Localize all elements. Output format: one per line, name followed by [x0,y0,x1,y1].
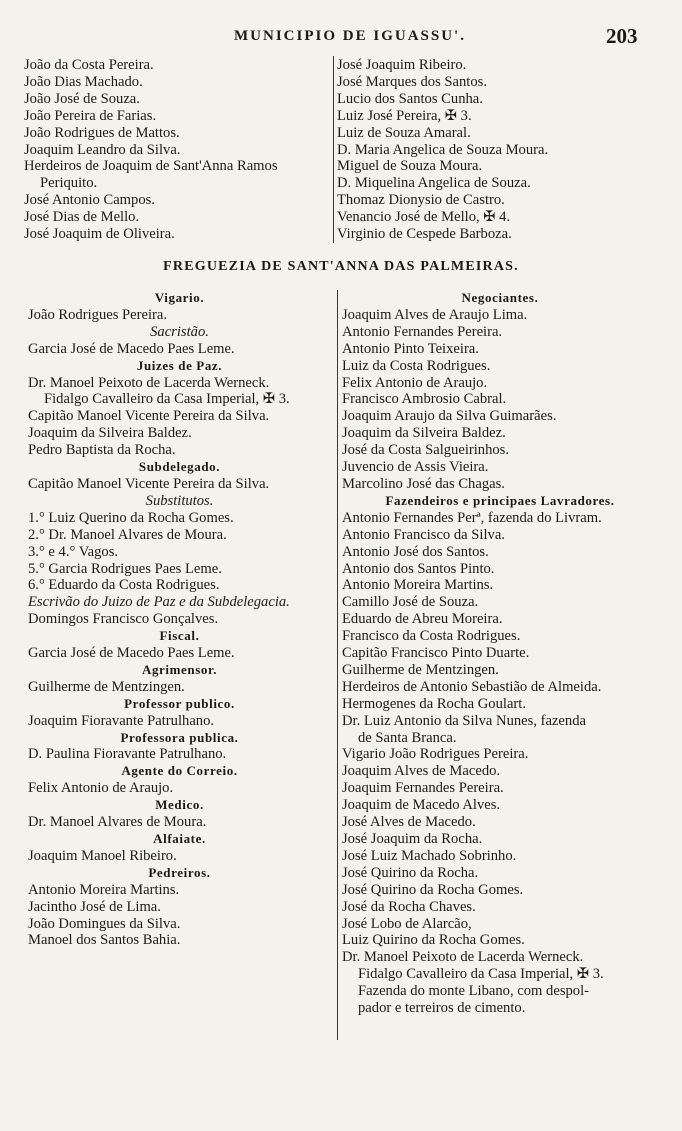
list-item: Pedro Baptista da Rocha. [28,442,176,459]
list-item: José Marques dos Santos. [337,73,487,90]
list-item: Antonio José dos Santos. [342,543,489,560]
list-item: José Quirino da Rocha Gomes. [342,881,524,898]
officials-column [28,290,331,949]
list-item: Lucio dos Santos Cunha. [337,90,483,107]
list-item: Capitão Francisco Pinto Duarte. [342,645,530,662]
list-item: D. Maria Angelica de Souza Moura. [337,141,549,158]
subheading: Sacristão. [150,323,209,340]
list-item: Joaquim Alves de Araujo Lima. [342,306,528,323]
main-column-divider [337,290,338,1040]
list-item: Joaquim Fernandes Pereira. [342,780,504,797]
list-item: Felix Antonio de Araujo. [28,780,174,797]
list-item: D. Miquelina Angelica de Souza. [337,175,531,192]
list-item: José Luiz Machado Sobrinho. [342,847,517,864]
list-item: Guilherme de Mentzingen. [342,661,499,678]
list-item: Francisco Ambrosio Cabral. [342,391,507,408]
list-item: João Pereira de Farias. [24,107,157,124]
list-item: Jacintho José de Lima. [28,898,161,915]
section-heading: Medico. [155,797,204,813]
list-item: Antonio Fernandes Pereira. [342,323,503,340]
list-item: José Lobo de Alarcão, [342,915,472,932]
list-item-continuation: pador e terreiros de cimento. [358,1000,526,1017]
list-item: 1.° Luiz Querino da Rocha Gomes. [28,509,234,526]
list-item: Joaquim Leandro da Silva. [24,141,181,158]
list-item: D. Paulina Fioravante Patrulhano. [28,746,227,763]
list-item: João da Costa Pereira. [24,57,154,73]
list-item: José da Costa Salgueirinhos. [342,442,510,459]
list-item: Joaquim Alves de Macedo. [342,763,501,780]
running-title: MUNICIPIO DE IGUASSU'. [234,28,466,44]
list-item: 2.° Dr. Manoel Alvares de Moura. [28,526,227,543]
list-item: Thomaz Dionysio de Castro. [337,192,505,209]
list-item: Dr. Manoel Peixoto de Lacerda Werneck. [342,949,584,966]
list-item: Eduardo de Abreu Moreira. [342,611,503,628]
list-item: Dr. Manoel Peixoto de Lacerda Werneck. [28,374,270,391]
section-heading: Subdelegado. [138,459,221,475]
section-heading: Negociantes. [461,290,539,305]
list-item: Capitão Manoel Vicente Pereira da Silva. [28,475,270,492]
list-item: Garcia José de Macedo Paes Leme. [28,645,235,662]
list-item: Luiz de Souza Amaral. [337,124,471,141]
list-item: Miguel de Souza Moura. [337,158,483,175]
list-item: Joaquim Fioravante Patrulhano. [28,712,215,729]
list-item: Herdeiros de Antonio Sebastião de Almeida. [342,678,602,695]
list-item: 6.° Eduardo da Costa Rodrigues. [28,577,220,594]
list-item: Capitão Manoel Vicente Pereira da Silva. [28,408,270,425]
list-item: Marcolino José das Chagas. [342,475,505,492]
section-heading: Juizes de Paz. [136,357,223,373]
list-item-continuation: Fazenda do monte Libano, com despol- [358,983,590,1000]
list-item: Garcia José de Macedo Paes Leme. [28,340,235,357]
list-item: Antonio Moreira Martins. [342,577,494,594]
list-item: José Quirino da Rocha. [342,864,479,881]
list-item: João José de Souza. [24,90,140,107]
list-item: Antonio Fernandes Perª, fazenda do Livram. [342,509,602,526]
top-column-divider [333,56,334,243]
list-item: Luiz Quirino da Rocha Gomes. [342,932,525,949]
subheading: Substitutos. [145,492,214,509]
section-heading: Professor publico. [124,695,235,711]
list-item: Felix Antonio de Araujo. [342,374,488,391]
list-item: 3.° e 4.° Vagos. [28,543,119,560]
list-item: José Alves de Macedo. [342,814,476,831]
list-item: Joaquim Manoel Ribeiro. [28,847,177,864]
list-item: Periquito. [40,175,98,192]
list-item: Luiz da Costa Rodrigues. [342,357,491,374]
section-heading: Professora publica. [120,729,239,745]
list-item: José Antonio Campos. [24,192,155,209]
list-item: Camillo José de Souza. [342,594,479,611]
page-number: 203 [606,24,638,48]
list-item-continuation: de Santa Branca. [358,729,457,746]
list-item: José Dias de Mello. [24,209,140,226]
list-item: Antonio Francisco da Silva. [342,526,505,543]
list-item: 5.° Garcia Rodrigues Paes Leme. [28,560,222,577]
list-item: João Dias Machado. [24,73,143,90]
list-item: Herdeiros de Joaquim de Sant'Anna Ramos [24,158,278,175]
list-item: José Joaquim Ribeiro. [337,57,467,73]
list-item: Manoel dos Santos Bahia. [28,932,181,949]
merchants-farmers-column [342,290,658,1017]
list-item: Domingos Francisco Gonçalves. [28,611,219,628]
list-item: Dr. Luiz Antonio da Silva Nunes, fazenda [342,712,586,729]
section-heading: Fazendeiros e principaes Lavradores. [385,492,615,508]
list-item: Juvencio de Assis Vieira. [342,459,489,476]
list-item: Joaquim Araujo da Silva Guimarães. [342,408,557,425]
section-heading: Alfaiate. [153,831,206,846]
list-item-continuation: Fidalgo Cavalleiro da Casa Imperial, ✠ 3. [44,391,290,408]
section-heading: Pedreiros. [148,864,211,880]
list-item: João Domingues da Silva. [28,915,181,932]
section-heading: Fiscal. [159,628,200,644]
top-list-left [24,57,329,243]
top-list-right [337,57,657,243]
section-heading: Agrimensor. [141,661,218,677]
page-header [0,24,682,52]
list-item: José Joaquim de Oliveira. [24,226,175,243]
list-item: Joaquim da Silveira Baldez. [28,425,192,442]
list-item: João Rodrigues de Mattos. [24,124,180,141]
list-item: José Joaquim da Rocha. [342,831,483,847]
list-item: Vigario João Rodrigues Pereira. [342,746,529,763]
list-item: Venancio José de Mello, ✠ 4. [337,209,511,226]
subheading: Escrivão do Juizo de Paz e da Subdelegacia. [28,594,290,611]
list-item: Virginio de Cespede Barboza. [337,226,512,243]
list-item-continuation: Fidalgo Cavalleiro da Casa Imperial, ✠ 3. [358,966,604,983]
list-item: José da Rocha Chaves. [342,898,476,915]
section-heading: Agente do Correio. [121,763,238,779]
list-item: Luiz José Pereira, ✠ 3. [337,107,472,124]
list-item: Joaquim de Macedo Alves. [342,797,501,814]
list-item: Antonio Pinto Teixeira. [342,340,479,357]
list-item: João Rodrigues Pereira. [28,306,168,323]
list-item: Antonio dos Santos Pinto. [342,560,495,577]
list-item: Francisco da Costa Rodrigues. [342,628,521,645]
list-item: Joaquim da Silveira Baldez. [342,425,506,442]
list-item: Antonio Moreira Martins. [28,881,180,898]
list-item: Hermogenes da Rocha Goulart. [342,695,526,712]
section-title: FREGUEZIA DE SANT'ANNA DAS PALMEIRAS. [163,259,519,274]
list-item: Dr. Manoel Alvares de Moura. [28,814,207,831]
list-item: Guilherme de Mentzingen. [28,678,185,695]
section-heading: Vigario. [154,290,205,305]
